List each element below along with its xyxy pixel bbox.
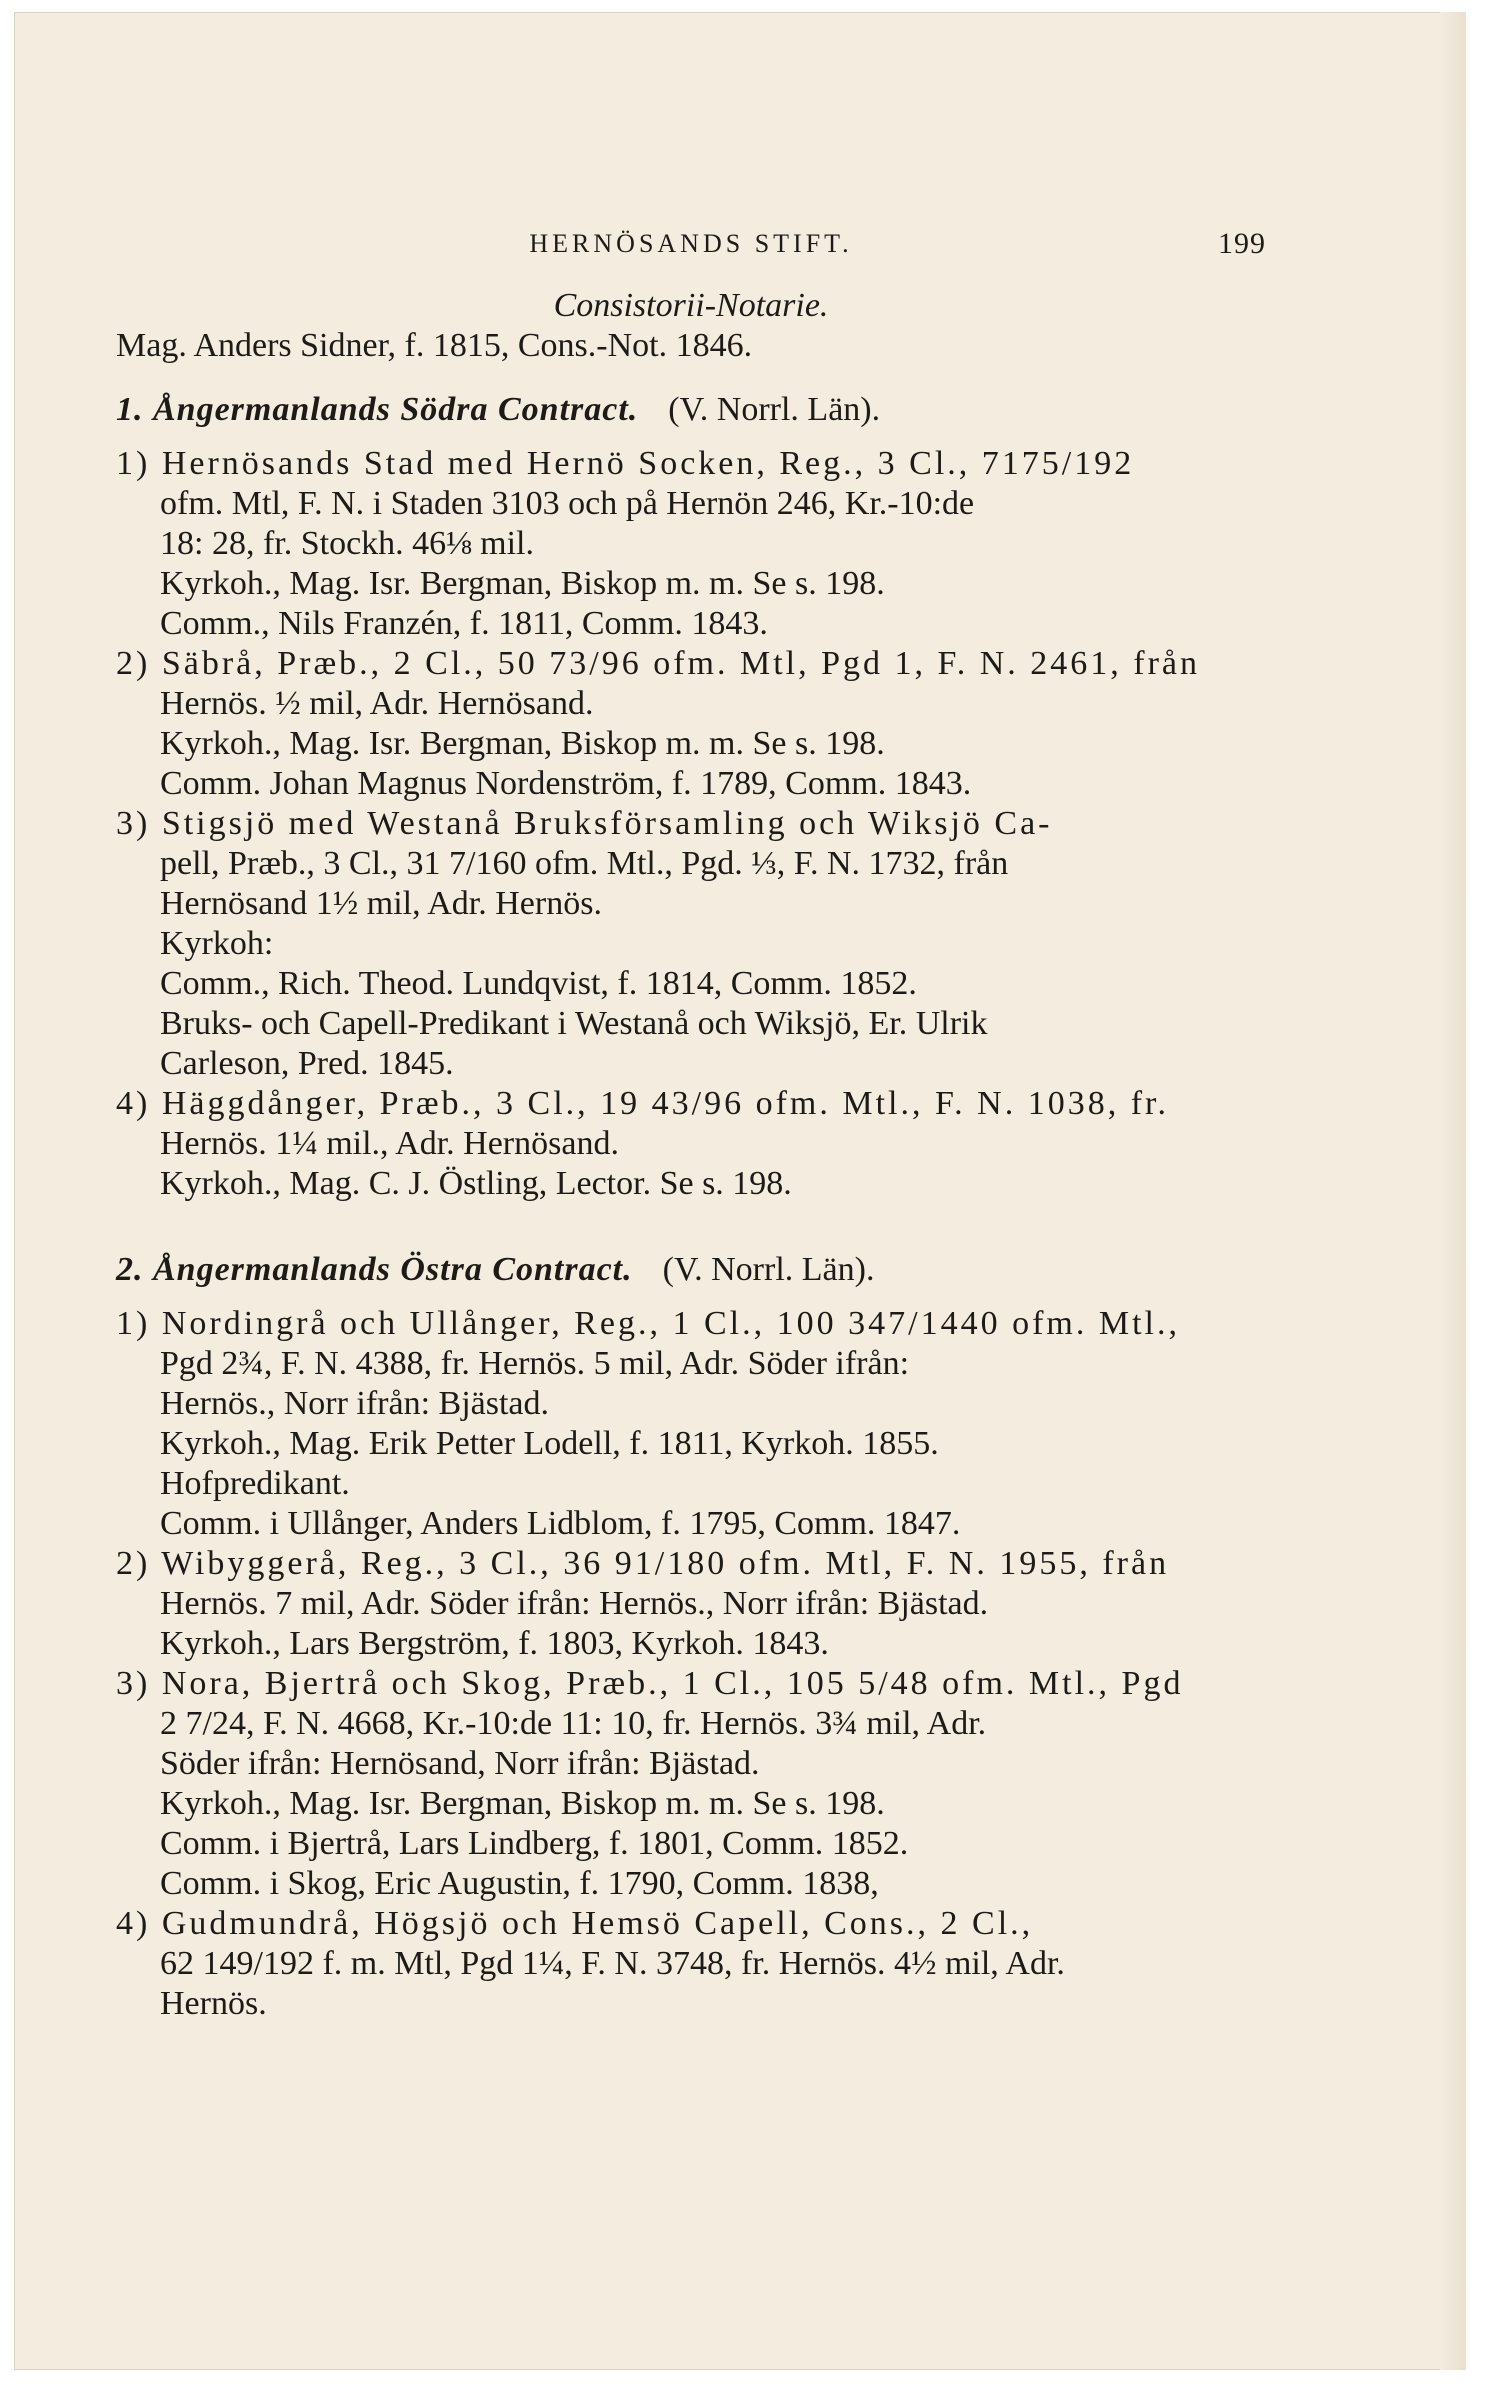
text-line: 18: 28, fr. Stockh. 46⅛ mil. — [160, 525, 534, 562]
section-title: 1. Ångermanlands Södra Contract. — [116, 391, 639, 428]
text-line: pell, Præb., 3 Cl., 31 7/160 ofm. Mtl., Pgd. ⅓, F. N. 1732, från — [160, 845, 1009, 882]
text-line: Kyrkoh: — [160, 925, 274, 962]
text-line: Kyrkoh., Mag. Isr. Bergman, Biskop m. m. Se s. 198. — [160, 725, 885, 762]
text-line: Hernös. — [160, 1985, 267, 2022]
running-header — [116, 220, 1266, 264]
subheading: Consistorii-Notarie. — [553, 287, 829, 324]
text-line: Comm., Rich. Theod. Lundqvist, f. 1814, Comm. 1852. — [160, 965, 917, 1002]
text-line: Hernös. 7 mil, Adr. Söder ifrån: Hernös., Norr ifrån: Bjästad. — [160, 1585, 989, 1622]
sections — [116, 390, 1266, 2024]
text-line: Kyrkoh., Mag. Erik Petter Lodell, f. 1811, Kyrkoh. 1855. — [160, 1425, 939, 1462]
text-line: 62 149/192 f. m. Mtl, Pgd 1¼, F. N. 3748, fr. Hernös. 4½ mil, Adr. — [160, 1945, 1065, 1982]
text-line: Hernösand 1½ mil, Adr. Hernös. — [160, 885, 602, 922]
page-number: 199 — [1218, 227, 1266, 260]
text-line: 3) Nora, Bjertrå och Skog, Præb., 1 Cl., 105 5/48 ofm. Mtl., Pgd — [116, 1665, 1184, 1702]
section-heading — [116, 390, 1266, 430]
text-line: Comm. i Bjertrå, Lars Lindberg, f. 1801, Comm. 1852. — [160, 1825, 909, 1862]
section-region: (V. Norrl. Län). — [668, 391, 881, 428]
text-line: Kyrkoh., Lars Bergström, f. 1803, Kyrkoh. 1843. — [160, 1625, 829, 1662]
text-line: 4) Häggdånger, Præb., 3 Cl., 19 43/96 ofm. Mtl., F. N. 1038, fr. — [116, 1085, 1169, 1122]
contract-section — [116, 390, 1266, 1204]
text-line: ofm. Mtl, F. N. i Staden 3103 och på Hernön 246, Kr.-10:de — [160, 485, 975, 522]
text-line: 4) Gudmundrå, Högsjö och Hemsö Capell, Cons., 2 Cl., — [116, 1905, 1034, 1942]
section-title: 2. Ångermanlands Östra Contract. — [116, 1251, 633, 1288]
text-line: 1) Nordingrå och Ullånger, Reg., 1 Cl., 100 347/1440 ofm. Mtl., — [116, 1305, 1180, 1342]
text-line: 2) Säbrå, Præb., 2 Cl., 50 73/96 ofm. Mtl, Pgd 1, F. N. 2461, från — [116, 645, 1200, 682]
text-line: 2) Wibyggerå, Reg., 3 Cl., 36 91/180 ofm. Mtl, F. N. 1955, från — [116, 1545, 1170, 1582]
section-region: (V. Norrl. Län). — [662, 1251, 875, 1288]
text-line: Comm. i Ullånger, Anders Lidblom, f. 1795, Comm. 1847. — [160, 1505, 961, 1542]
text-line: Comm., Nils Franzén, f. 1811, Comm. 1843. — [160, 605, 768, 642]
text-line: 1) Hernösands Stad med Hernö Socken, Reg., 3 Cl., 7175/192 — [116, 445, 1135, 482]
text-line: Carleson, Pred. 1845. — [160, 1045, 454, 1082]
notarie-line: Mag. Anders Sidner, f. 1815, Cons.-Not. 1846. — [116, 327, 753, 364]
text-line: Kyrkoh., Mag. Isr. Bergman, Biskop m. m. Se s. 198. — [160, 565, 885, 602]
contract-section — [116, 1250, 1266, 2024]
text-line: Hernös. ½ mil, Adr. Hernösand. — [160, 685, 594, 722]
page-content — [116, 220, 1266, 2024]
text-line: Söder ifrån: Hernösand, Norr ifrån: Bjästad. — [160, 1745, 760, 1782]
text-line: 2 7/24, F. N. 4668, Kr.-10:de 11: 10, fr. Hernös. 3¾ mil, Adr. — [160, 1705, 987, 1742]
text-line: Hernös. 1¼ mil., Adr. Hernösand. — [160, 1125, 619, 1162]
section-heading — [116, 1250, 1266, 1290]
text-line: Pgd 2¾, F. N. 4388, fr. Hernös. 5 mil, Adr. Söder ifrån: — [160, 1345, 910, 1382]
text-line: Kyrkoh., Mag. Isr. Bergman, Biskop m. m. Se s. 198. — [160, 1785, 885, 1822]
text-line: Bruks- och Capell-Predikant i Westanå och Wiksjö, Er. Ulrik — [160, 1005, 988, 1042]
text-line: 3) Stigsjö med Westanå Bruksförsamling och Wiksjö Ca- — [116, 805, 1053, 842]
text-line: Kyrkoh., Mag. C. J. Östling, Lector. Se s. 198. — [160, 1165, 792, 1202]
text-line: Hofpredikant. — [160, 1465, 350, 1502]
page-edge — [1440, 12, 1466, 2370]
text-line: Comm. Johan Magnus Nordenström, f. 1789, Comm. 1843. — [160, 765, 972, 802]
running-title: HERNÖSANDS STIFT. — [529, 229, 853, 258]
text-line: Hernös., Norr ifrån: Bjästad. — [160, 1385, 550, 1422]
text-line: Comm. i Skog, Eric Augustin, f. 1790, Comm. 1838, — [160, 1865, 879, 1902]
